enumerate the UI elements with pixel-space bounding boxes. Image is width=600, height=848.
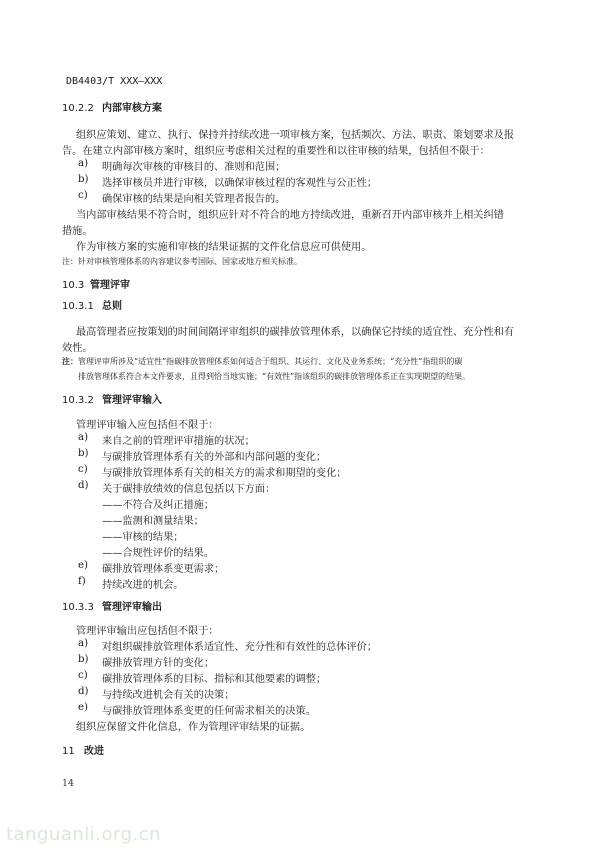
section-title: 管理评审输出 <box>102 602 162 613</box>
list-text: 来自之前的管理评审措施的状况； <box>102 436 255 447</box>
section-title: 改进 <box>84 746 104 757</box>
note-continuation: 排放管理体系符合本文件要求，且得到恰当地实施；“有效性”指该组织的碳排放管理体系正在实现期望的结果。 <box>78 372 471 381</box>
list-marker: a) <box>78 432 89 443</box>
note-text: 管理评审所涉及“适宜性”指碳排放管理体系如何适合于组织、其运行、文化及业务系统；“充分性”指组织的碳 <box>78 357 463 366</box>
list-marker: d) <box>78 686 89 697</box>
paragraph-line: 效性。 <box>62 343 93 354</box>
section-heading-10-3-3 <box>62 598 162 613</box>
dash-item: ——不符合及纠正措施； <box>102 500 215 511</box>
paragraph-line: 管理评审输出应包括但不限于： <box>76 626 219 637</box>
list-text: 碳排放管理方针的变化； <box>102 658 215 669</box>
list-text: 与持续改进机会有关的决策； <box>102 690 235 701</box>
list-text: 选择审核员并进行审核，以确保审核过程的客观性与公正性； <box>102 178 378 189</box>
note-label: 注： <box>62 357 78 366</box>
paragraph-line: 措施。 <box>62 226 93 237</box>
paragraph-line: 作为审核方案的实施和审核的结果证据的文件化信息应可供使用。 <box>76 242 372 253</box>
section-heading-10-3-1 <box>62 297 122 312</box>
list-marker: e) <box>78 702 89 713</box>
list-text: 明确每次审核的审核目的、准则和范围； <box>102 162 286 173</box>
paragraph-line: 最高管理者应按策划的时间间隔评审组织的碳排放管理体系，以确保它持续的适宜性、充分性和有 <box>76 327 515 338</box>
list-marker: c) <box>78 464 88 475</box>
list-text: 持续改进的机会。 <box>102 580 184 591</box>
list-marker: f) <box>78 576 86 587</box>
section-title: 管理评审输入 <box>102 395 162 406</box>
section-title: 总则 <box>102 301 122 312</box>
list-text: 与碳排放管理体系变更的任何需求相关的决策。 <box>102 706 316 717</box>
paragraph-line: 管理评审输入应包括但不限于： <box>76 420 219 431</box>
paragraph-line: 组织应策划、建立、执行、保持并持续改进一项审核方案，包括频次、方法、职责、策划要求及报 <box>76 130 515 141</box>
paragraph-line: 组织应保留文件化信息，作为管理评审结果的证据。 <box>76 722 311 733</box>
list-marker: c) <box>78 190 88 201</box>
section-number: 11 <box>62 746 75 757</box>
list-marker: c) <box>78 670 88 681</box>
document-code: DB4403/T XXX—XXX <box>66 76 163 87</box>
list-text: 对组织碳排放管理体系适宜性、充分性和有效性的总体评价； <box>102 642 378 653</box>
paragraph-line: 当内部审核结果不符合时，组织应针对不符合的地方持续改进，重新召开内部审核并上相关纠错 <box>76 210 504 221</box>
paragraph-line: 告。在建立内部审核方案时，组织应考虑相关过程的重要性和以往审核的结果，包括但不限于： <box>62 146 490 157</box>
section-title: 内部审核方案 <box>102 103 162 114</box>
list-marker: b) <box>78 448 89 459</box>
list-marker: b) <box>78 174 89 185</box>
section-number: 10.3 <box>62 280 85 291</box>
list-text: 确保审核的结果是向相关管理者报告的。 <box>102 194 286 205</box>
list-marker: d) <box>78 480 89 491</box>
list-text: 碳排放管理体系的目标、指标和其他要素的调整； <box>102 674 327 685</box>
section-number: 10.3.1 <box>62 301 94 312</box>
list-marker: a) <box>78 638 89 649</box>
dash-item: ——监测和测量结果； <box>102 516 204 527</box>
dash-item: ——审核的结果； <box>102 532 184 543</box>
watermark: tanguanli.org.cn <box>6 824 162 845</box>
list-marker: e) <box>78 560 89 571</box>
list-text: 与碳排放管理体系有关的外部和内部问题的变化； <box>102 452 327 463</box>
section-title: 管理评审 <box>90 280 130 291</box>
page-number: 14 <box>62 778 75 789</box>
section-heading-11 <box>62 742 104 757</box>
list-text: 关于碳排放绩效的信息包括以下方面： <box>102 484 276 495</box>
list-marker: a) <box>78 158 89 169</box>
dash-item: ——合规性评价的结果。 <box>102 548 215 559</box>
note <box>62 356 462 367</box>
list-text: 与碳排放管理体系有关的相关方的需求和期望的变化； <box>102 468 347 479</box>
list-marker: b) <box>78 654 89 665</box>
section-heading-10-3 <box>62 276 130 291</box>
section-number: 10.3.2 <box>62 395 94 406</box>
section-heading-10-2-2 <box>62 99 162 114</box>
section-heading-10-3-2 <box>62 391 162 406</box>
list-text: 碳排放管理体系变更需求； <box>102 564 225 575</box>
section-number: 10.2.2 <box>62 103 94 114</box>
note: 注：针对审核管理体系的内容建议参考国际、国家或地方相关标准。 <box>62 257 302 266</box>
section-number: 10.3.3 <box>62 602 94 613</box>
